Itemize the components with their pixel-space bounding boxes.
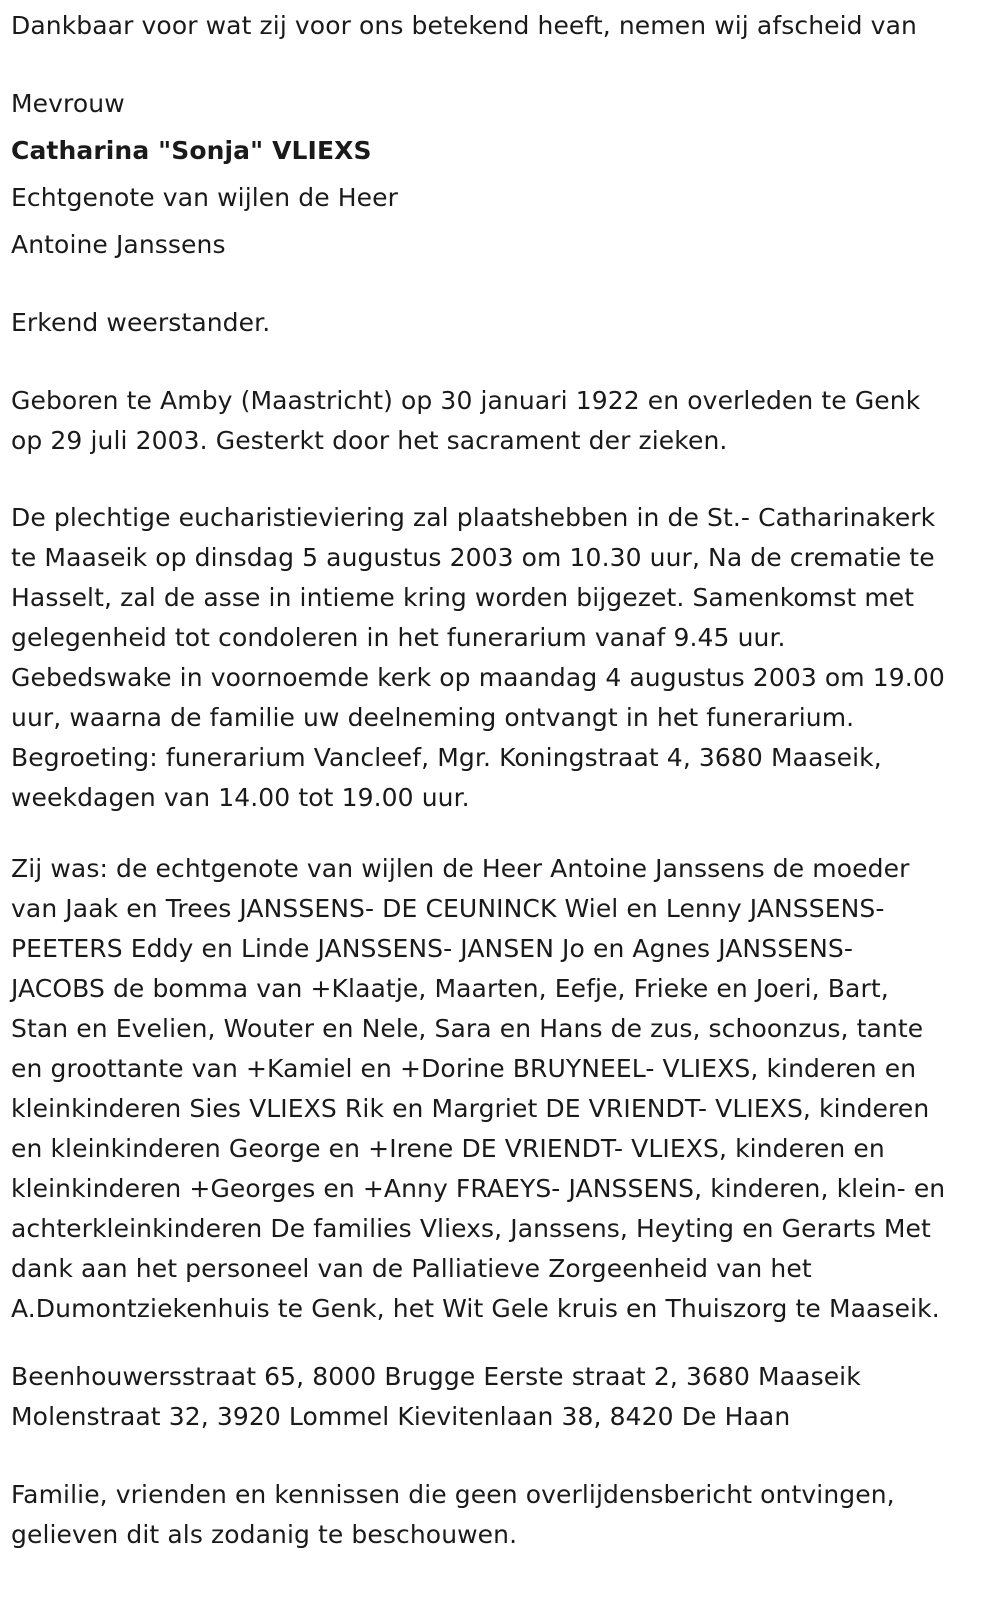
intro-text: Dankbaar voor wat zij voor ons betekend heeft, nemen wij afscheid van	[11, 11, 917, 40]
ceremony-line: te Maaseik op dinsdag 5 augustus 2003 om 10.30 uur, Na de crematie te	[11, 543, 935, 572]
closing-line: gelieven dit als zodanig te beschouwen.	[11, 1520, 518, 1549]
family-line: van Jaak en Trees JANSSENS- DE CEUNINCK Wiel en Lenny JANSSENS-	[11, 894, 885, 923]
birth-paragraph	[11, 381, 920, 461]
addresses-paragraph	[11, 1357, 861, 1437]
family-line: Zij was: de echtgenote van wijlen de Heer Antoine Janssens de moeder	[11, 854, 910, 883]
closing-paragraph	[11, 1475, 895, 1555]
family-line: JACOBS de bomma van +Klaatje, Maarten, Eefje, Frieke en Joeri, Bart,	[11, 974, 889, 1003]
family-line: kleinkinderen +Georges en +Anny FRAEYS- JANSSENS, kinderen, klein- en	[11, 1174, 946, 1203]
ceremony-line: De plechtige eucharistieviering zal plaatshebben in de St.- Catharinakerk	[11, 503, 936, 532]
birth-line: op 29 juli 2003. Gesterkt door het sacrament der zieken.	[11, 426, 728, 455]
family-paragraph	[11, 849, 945, 1329]
family-line: en groottante van +Kamiel en +Dorine BRUYNEEL- VLIEXS, kinderen en	[11, 1054, 917, 1083]
family-line: achterkleinkinderen De families Vliexs, Janssens, Heyting en Gerarts Met	[11, 1214, 931, 1243]
family-line: Stan en Evelien, Wouter en Nele, Sara en Hans de zus, schoonzus, tante	[11, 1014, 924, 1043]
spouse-line-2: Antoine Janssens	[11, 230, 226, 259]
family-line: A.Dumontziekenhuis te Genk, het Wit Gele kruis en Thuiszorg te Maaseik.	[11, 1294, 940, 1323]
family-line: dank aan het personeel van de Palliatieve Zorgeenheid van het	[11, 1254, 812, 1283]
ceremony-line: weekdagen van 14.00 tot 19.00 uur.	[11, 783, 470, 812]
ceremony-line: gelegenheid tot condoleren in het funerarium vanaf 9.45 uur.	[11, 623, 786, 652]
spouse-line-1: Echtgenote van wijlen de Heer	[11, 183, 399, 212]
ceremony-paragraph	[11, 498, 945, 818]
family-line: PEETERS Eddy en Linde JANSSENS- JANSEN Jo en Agnes JANSSENS-	[11, 934, 853, 963]
honor-text: Erkend weerstander.	[11, 308, 271, 337]
family-line: kleinkinderen Sies VLIEXS Rik en Margriet DE VRIENDT- VLIEXS, kinderen	[11, 1094, 930, 1123]
deceased-name: Catharina "Sonja" VLIEXS	[11, 136, 372, 165]
ceremony-line: Gebedswake in voornoemde kerk op maandag 4 augustus 2003 om 19.00	[11, 663, 945, 692]
ceremony-line: Begroeting: funerarium Vancleef, Mgr. Koningstraat 4, 3680 Maaseik,	[11, 743, 882, 772]
birth-line: Geboren te Amby (Maastricht) op 30 januari 1922 en overleden te Genk	[11, 386, 921, 415]
ceremony-line: Hasselt, zal de asse in intieme kring worden bijgezet. Samenkomst met	[11, 583, 915, 612]
address-line: Molenstraat 32, 3920 Lommel Kievitenlaan 38, 8420 De Haan	[11, 1402, 791, 1431]
address-line: Beenhouwersstraat 65, 8000 Brugge Eerste straat 2, 3680 Maaseik	[11, 1362, 861, 1391]
family-line: en kleinkinderen George en +Irene DE VRIENDT- VLIEXS, kinderen en	[11, 1134, 885, 1163]
ceremony-line: uur, waarna de familie uw deelneming ontvangt in het funerarium.	[11, 703, 855, 732]
closing-line: Familie, vrienden en kennissen die geen overlijdensbericht ontvingen,	[11, 1480, 895, 1509]
salutation: Mevrouw	[11, 89, 125, 118]
